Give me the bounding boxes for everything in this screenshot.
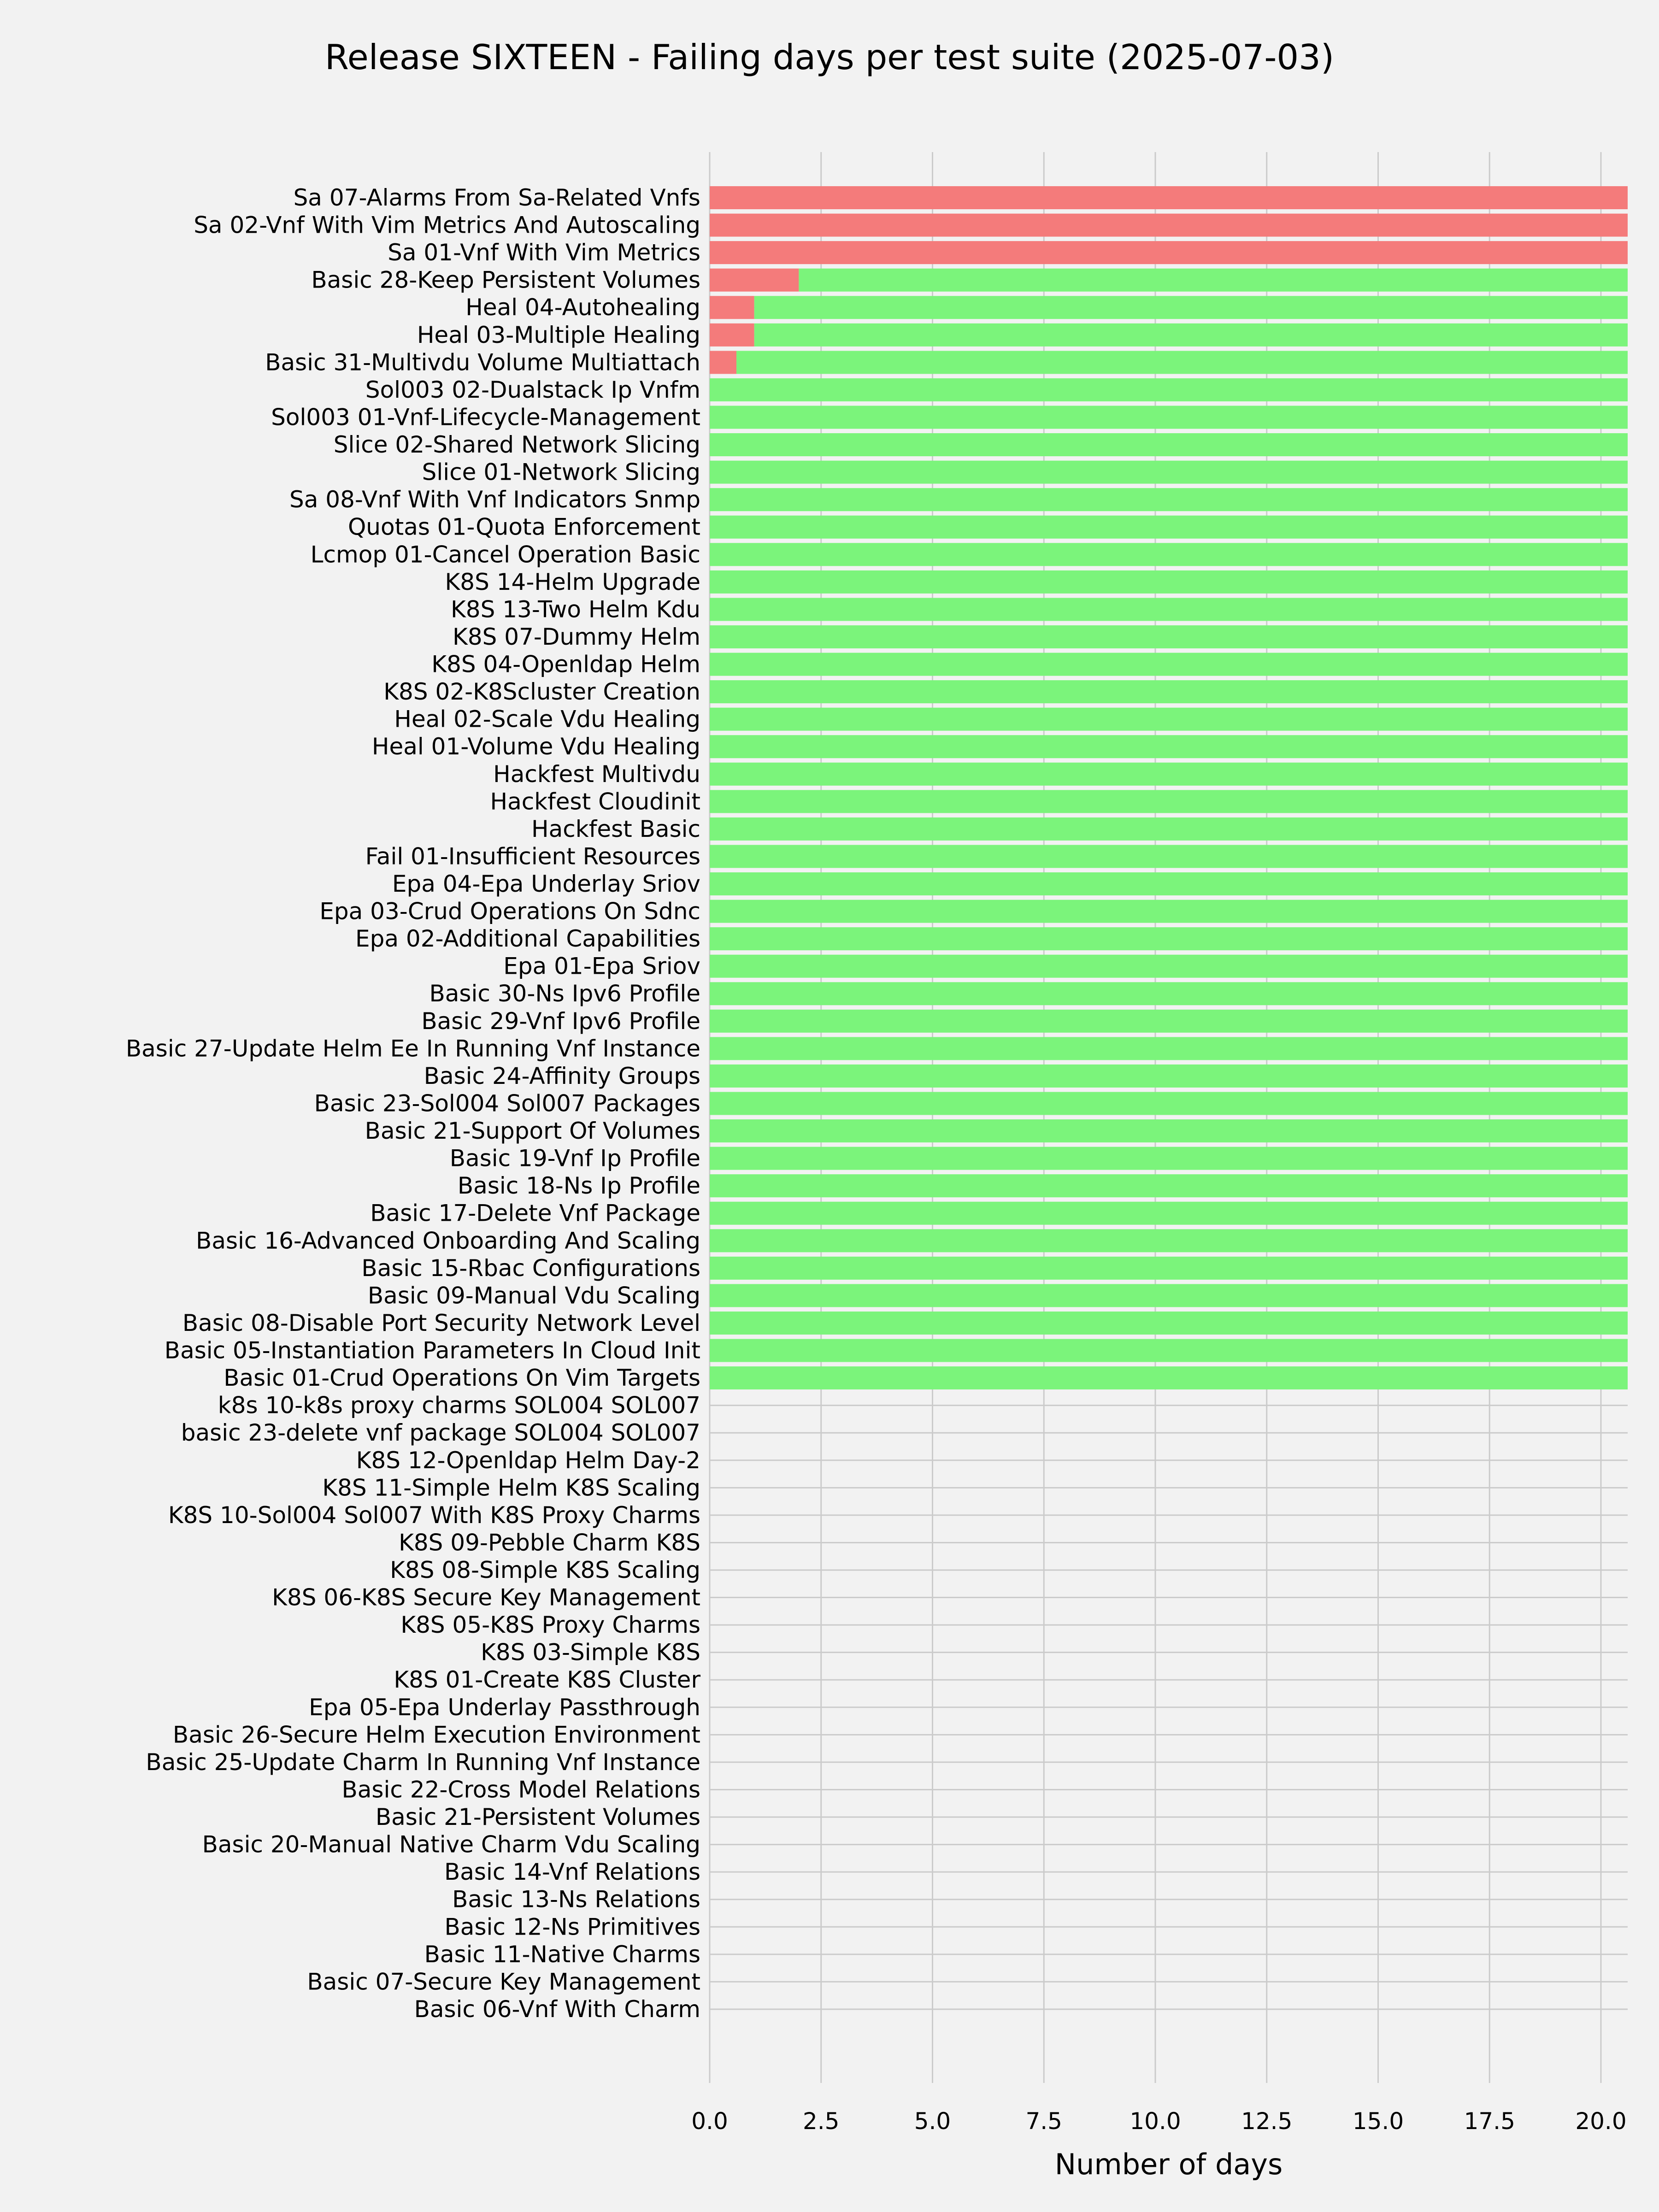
- y-tick-label: Epa 01-Epa Sriov: [503, 953, 700, 980]
- y-tick-label: Basic 13-Ns Relations: [452, 1886, 700, 1913]
- bar-pass: [710, 653, 1628, 676]
- bar-pass: [710, 433, 1628, 456]
- bar-fail: [710, 296, 754, 319]
- bar-pass: [710, 1366, 1628, 1389]
- y-tick-label: K8S 09-Pebble Charm K8S: [399, 1529, 700, 1556]
- bar-pass: [710, 625, 1628, 648]
- y-tick-label: Slice 01-Network Slicing: [422, 459, 700, 486]
- bar-pass: [710, 488, 1628, 511]
- bar-fail: [710, 241, 1628, 264]
- bar-pass: [799, 269, 1628, 292]
- chart-title: Release SIXTEEN - Failing days per test suite (2025-07-03): [324, 37, 1335, 77]
- y-tick-label: Sa 08-Vnf With Vnf Indicators Snmp: [289, 486, 700, 513]
- bar-pass: [710, 1119, 1628, 1142]
- y-tick-label: Basic 21-Support Of Volumes: [365, 1118, 700, 1145]
- y-tick-label: Basic 30-Ns Ipv6 Profile: [429, 980, 700, 1007]
- y-tick-label: K8S 05-K8S Proxy Charms: [400, 1612, 700, 1639]
- y-tick-label: Basic 18-Ns Ip Profile: [457, 1172, 700, 1200]
- x-tick-label: 0.0: [691, 2108, 728, 2135]
- y-tick-label: Sa 02-Vnf With Vim Metrics And Autoscaling: [194, 212, 700, 239]
- y-tick-label: Basic 07-Secure Key Management: [307, 1968, 700, 1995]
- bar-pass: [710, 1257, 1628, 1280]
- bar-pass: [710, 872, 1628, 895]
- y-tick-label: K8S 07-Dummy Helm: [453, 623, 700, 650]
- x-tick-label: 17.5: [1464, 2108, 1515, 2135]
- y-tick-label: K8S 06-K8S Secure Key Management: [272, 1584, 700, 1611]
- y-tick-label: K8S 10-Sol004 Sol007 With K8S Proxy Charms: [168, 1501, 700, 1529]
- bar-pass: [710, 982, 1628, 1005]
- bar-pass: [710, 1339, 1628, 1362]
- bar-pass: [710, 927, 1628, 950]
- y-tick-label: Basic 21-Persistent Volumes: [375, 1804, 700, 1831]
- bar-pass: [710, 1092, 1628, 1115]
- y-tick-label: K8S 11-Simple Helm K8S Scaling: [322, 1474, 700, 1501]
- y-tick-label: Epa 04-Epa Underlay Sriov: [392, 871, 700, 897]
- bar-pass: [754, 296, 1628, 319]
- bar-pass: [754, 324, 1628, 347]
- y-tick-label: Basic 24-Affinity Groups: [424, 1062, 700, 1089]
- bar-pass: [710, 1010, 1628, 1033]
- bar-pass: [710, 680, 1628, 703]
- y-tick-label: Basic 06-Vnf With Charm: [414, 1995, 700, 2023]
- bar-pass: [710, 461, 1628, 484]
- x-tick-label: 20.0: [1575, 2108, 1627, 2135]
- bar-pass: [710, 378, 1628, 401]
- y-tick-label: Basic 09-Manual Vdu Scaling: [367, 1282, 700, 1309]
- y-tick-label: K8S 03-Simple K8S: [481, 1639, 700, 1666]
- y-tick-label: K8S 12-Openldap Helm Day-2: [356, 1447, 700, 1474]
- y-tick-label: Lcmop 01-Cancel Operation Basic: [310, 541, 700, 568]
- bar-pass: [710, 1284, 1628, 1307]
- bar-pass: [710, 818, 1628, 841]
- y-tick-label: Basic 29-Vnf Ipv6 Profile: [421, 1007, 700, 1035]
- bar-pass: [710, 571, 1628, 594]
- y-tick-label: Sa 07-Alarms From Sa-Related Vnfs: [293, 184, 700, 211]
- bar-pass: [710, 1229, 1628, 1252]
- bar-pass: [710, 543, 1628, 566]
- bar-fail: [710, 351, 736, 374]
- y-tick-label: Heal 04-Autohealing: [465, 294, 700, 321]
- bar-pass: [710, 845, 1628, 868]
- y-tick-label: Fail 01-Insufficient Resources: [365, 843, 700, 870]
- y-tick-label: Basic 16-Advanced Onboarding And Scaling: [196, 1227, 700, 1254]
- bar-pass: [710, 1312, 1628, 1335]
- y-tick-label: Basic 01-Crud Operations On Vim Targets: [224, 1365, 700, 1392]
- y-tick-label: K8S 01-Create K8S Cluster: [394, 1666, 700, 1694]
- y-tick-label: Basic 11-Native Charms: [424, 1941, 700, 1968]
- bar-pass: [710, 900, 1628, 923]
- y-tick-label: Basic 05-Instantiation Parameters In Cloud Init: [164, 1337, 700, 1364]
- y-tick-label: basic 23-delete vnf package SOL004 SOL007: [181, 1419, 700, 1447]
- y-tick-label: Basic 20-Manual Native Charm Vdu Scaling: [202, 1831, 700, 1858]
- x-tick-label: 7.5: [1025, 2108, 1063, 2135]
- y-tick-label: Basic 25-Update Charm In Running Vnf Instance: [146, 1748, 700, 1776]
- x-axis-label: Number of days: [1054, 2147, 1283, 2181]
- y-tick-label: Heal 03-Multiple Healing: [417, 321, 700, 348]
- bar-pass: [710, 1037, 1628, 1060]
- bar-fail: [710, 186, 1628, 209]
- bar-pass: [710, 1174, 1628, 1197]
- y-tick-label: Basic 26-Secure Helm Execution Environment: [172, 1721, 700, 1748]
- bar-pass: [710, 516, 1628, 539]
- y-tick-label: Sol003 02-Dualstack Ip Vnfm: [365, 376, 700, 403]
- y-tick-label: Heal 02-Scale Vdu Healing: [394, 706, 700, 733]
- bar-pass: [710, 955, 1628, 978]
- y-tick-label: K8S 04-Openldap Helm: [431, 651, 700, 678]
- x-tick-label: 12.5: [1241, 2108, 1293, 2135]
- y-tick-label: Basic 17-Delete Vnf Package: [370, 1200, 700, 1227]
- y-tick-label: Epa 02-Additional Capabilities: [355, 925, 700, 953]
- x-tick-label: 5.0: [914, 2108, 951, 2135]
- x-axis-ticks: [691, 2108, 1626, 2135]
- y-tick-label: Basic 14-Vnf Relations: [444, 1859, 700, 1886]
- bar-fail: [710, 324, 754, 347]
- y-tick-label: Basic 22-Cross Model Relations: [341, 1776, 700, 1803]
- y-tick-label: K8S 08-Simple K8S Scaling: [390, 1557, 700, 1583]
- x-tick-label: 2.5: [802, 2108, 840, 2135]
- y-tick-label: Heal 01-Volume Vdu Healing: [371, 733, 700, 760]
- y-tick-label: Sa 01-Vnf With Vim Metrics: [388, 239, 700, 266]
- y-tick-label: Epa 03-Crud Operations On Sdnc: [319, 898, 700, 925]
- bar-pass: [736, 351, 1628, 374]
- y-tick-label: Basic 12-Ns Primitives: [444, 1913, 700, 1941]
- bar-fail: [710, 214, 1628, 237]
- bar-pass: [710, 1202, 1628, 1225]
- y-tick-label: K8S 02-K8Scluster Creation: [383, 678, 700, 706]
- y-tick-label: k8s 10-k8s proxy charms SOL004 SOL007: [218, 1392, 700, 1419]
- y-tick-label: Sol003 01-Vnf-Lifecycle-Management: [271, 404, 700, 431]
- y-tick-label: Hackfest Cloudinit: [490, 788, 700, 815]
- bar-pass: [710, 1147, 1628, 1170]
- y-tick-label: Slice 02-Shared Network Slicing: [333, 431, 700, 459]
- bar-pass: [710, 708, 1628, 731]
- y-tick-label: Quotas 01-Quota Enforcement: [347, 513, 700, 541]
- x-tick-label: 15.0: [1352, 2108, 1404, 2135]
- bar-pass: [710, 598, 1628, 621]
- x-tick-label: 10.0: [1130, 2108, 1181, 2135]
- bar-pass: [710, 763, 1628, 786]
- bar-pass: [710, 790, 1628, 813]
- y-tick-label: Basic 27-Update Helm Ee In Running Vnf Instance: [125, 1035, 700, 1062]
- y-tick-label: Basic 23-Sol004 Sol007 Packages: [314, 1090, 700, 1117]
- y-tick-label: Basic 28-Keep Persistent Volumes: [311, 266, 700, 294]
- y-tick-label: Hackfest Basic: [531, 815, 700, 842]
- y-tick-label: Basic 19-Vnf Ip Profile: [449, 1145, 700, 1172]
- y-tick-label: K8S 14-Helm Upgrade: [445, 568, 700, 595]
- bar-fail: [710, 269, 799, 292]
- y-tick-label: Basic 31-Multivdu Volume Multiattach: [265, 349, 700, 376]
- bar-pass: [710, 1065, 1628, 1088]
- y-tick-label: Epa 05-Epa Underlay Passthrough: [309, 1694, 700, 1721]
- y-tick-label: Basic 15-Rbac Configurations: [361, 1254, 700, 1282]
- y-tick-label: Hackfest Multivdu: [493, 760, 700, 788]
- y-tick-label: K8S 13-Two Helm Kdu: [450, 596, 700, 623]
- bar-pass: [710, 735, 1628, 758]
- bar-pass: [710, 406, 1628, 429]
- y-tick-label: Basic 08-Disable Port Security Network Level: [182, 1309, 700, 1336]
